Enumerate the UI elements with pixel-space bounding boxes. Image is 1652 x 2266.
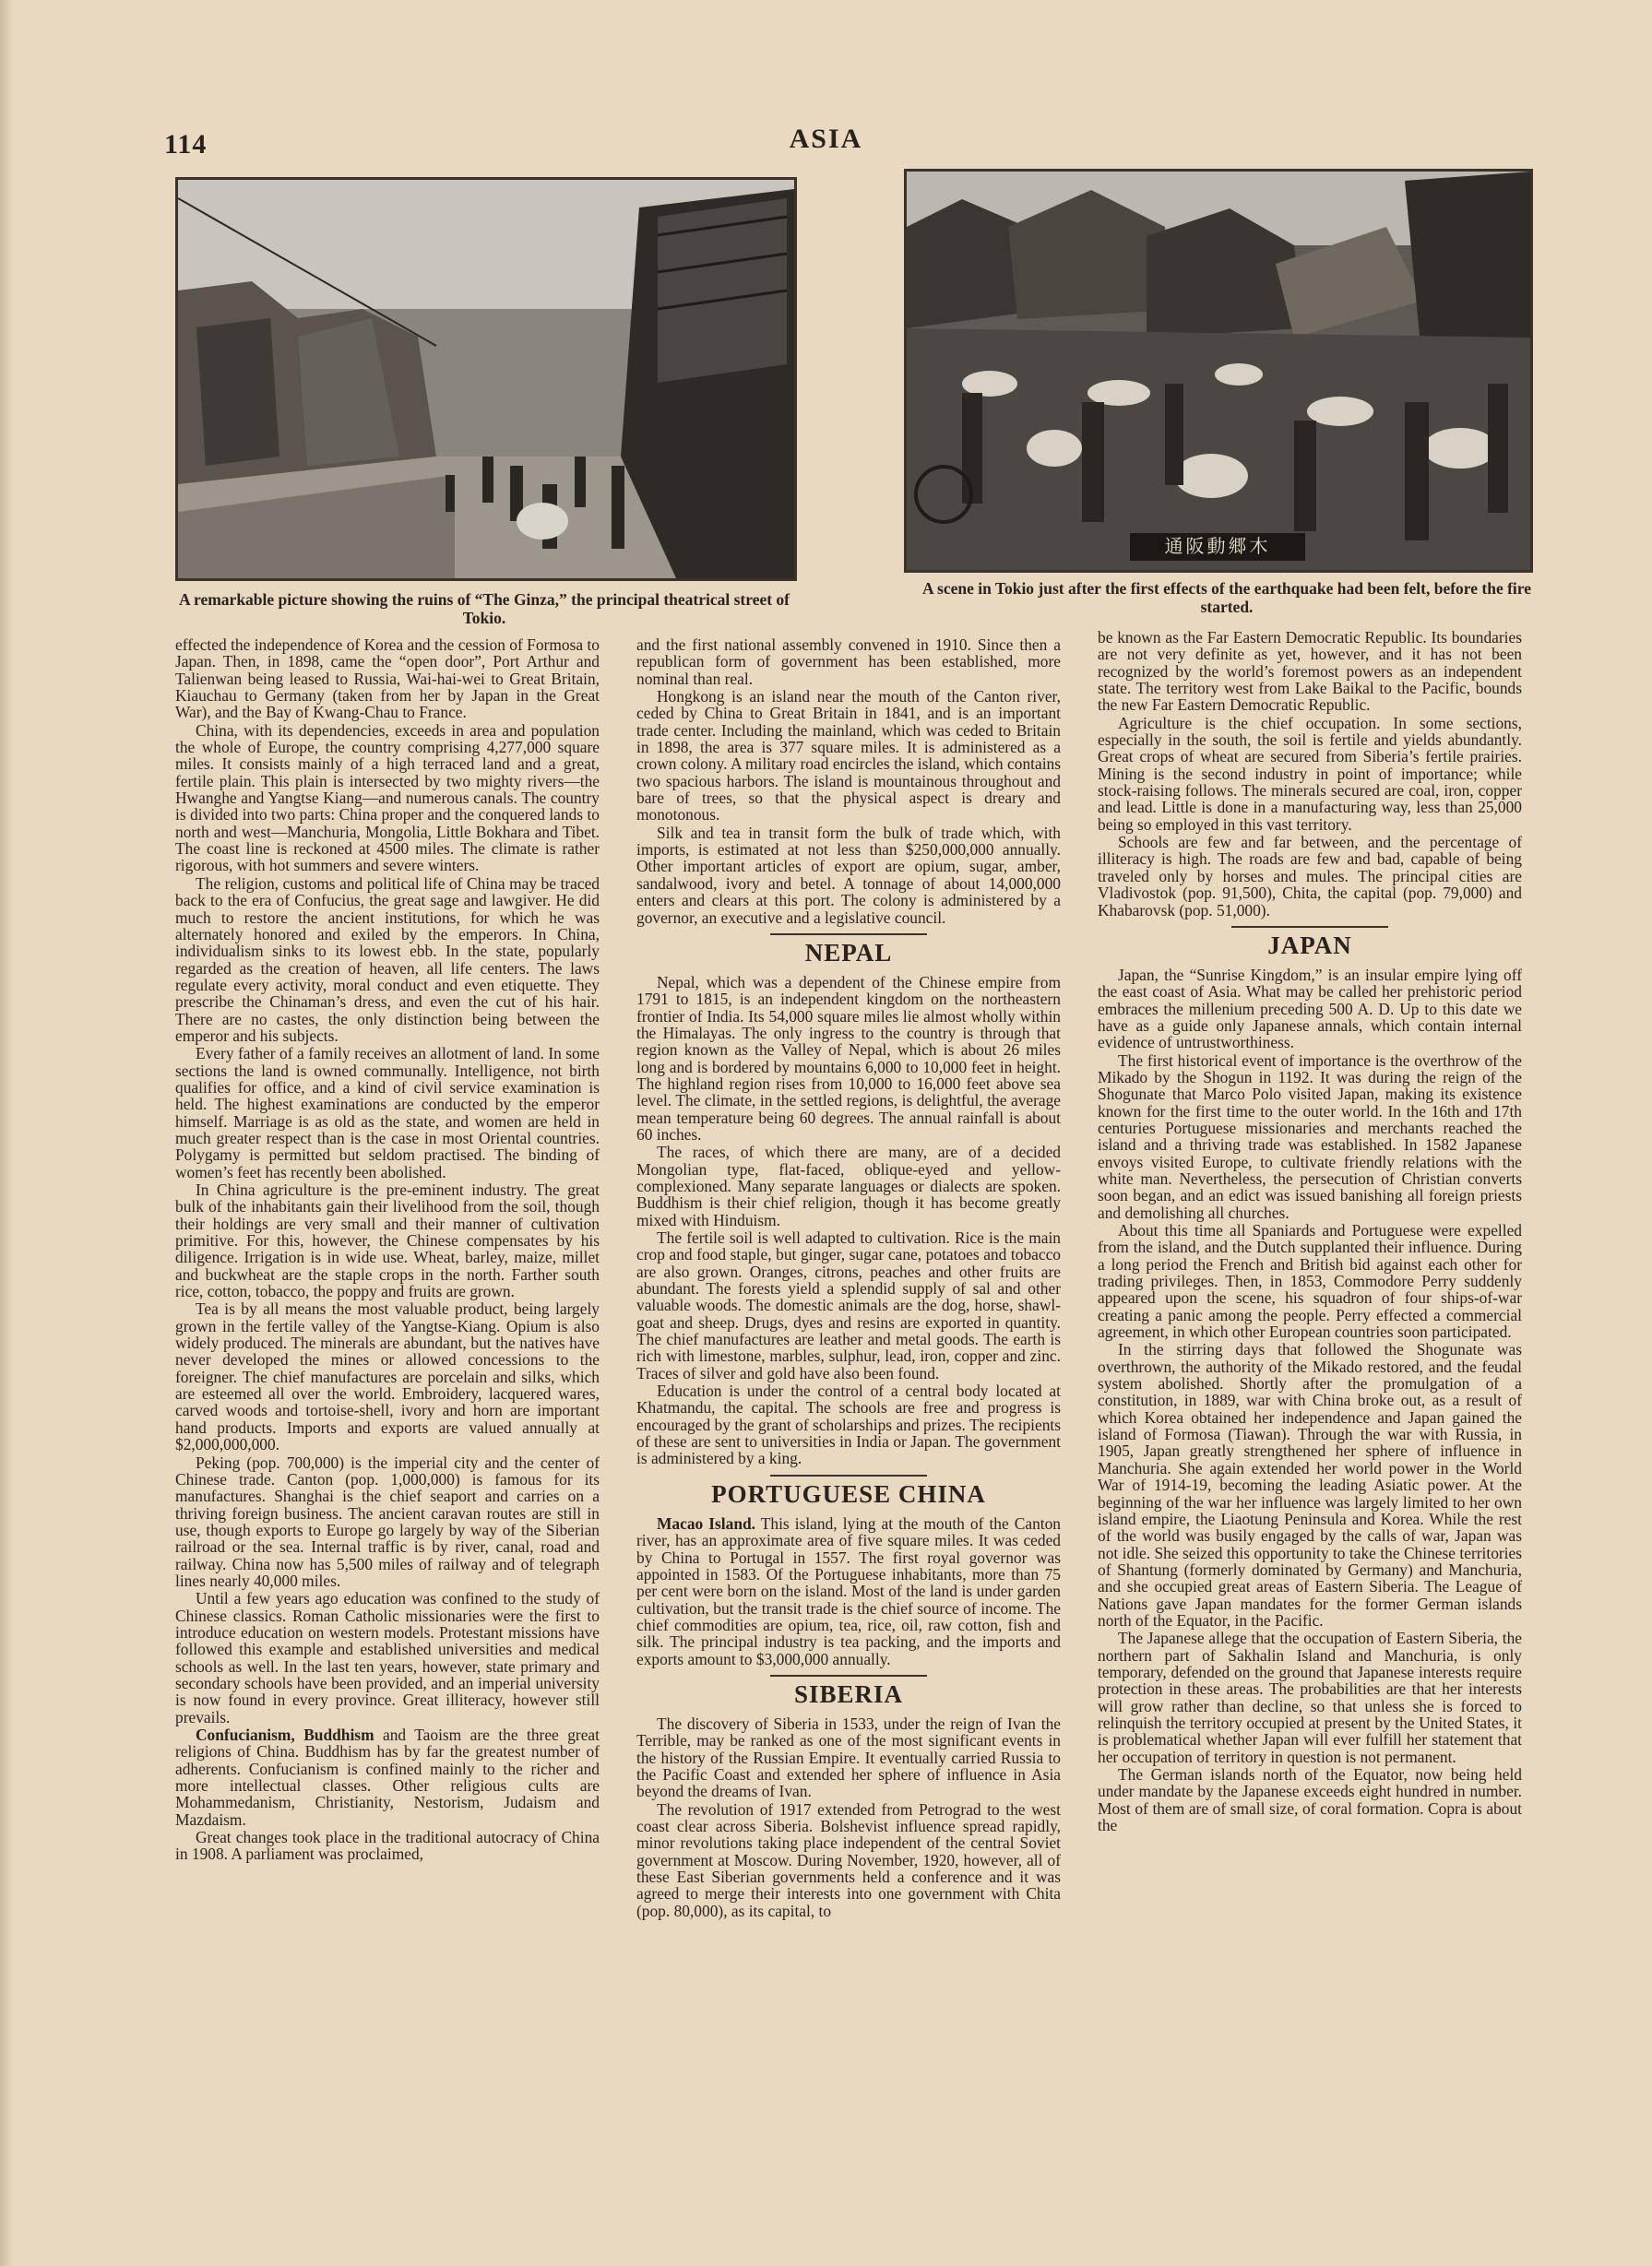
paragraph: The fertile soil is well adapted to cultivation. Rice is the main crop and food staple, but ginger, sugar cane, potatoes and tobacco are also grown. Oranges, citrons, peaches and other fruits are abundant. The forests yield a splendid supply of sal and other valuable woods. The domestic animals are the dog, horse, shawl-goat and sheep. Drugs, dyes and resins are exported in quantity. The chief manufactures are leather and metal goods. The earth is rich with limestone, marbles, sulphur, lead, iron, copper and zinc. Traces of silver and gold have also been found. — [636, 1228, 1061, 1382]
paragraph: About this time all Spaniards and Portuguese were expelled from the island, and the Dutch supplanted their influence. During a long period the French and British bid against each other for trading privileges. Then, in 1853, Commodore Perry suddenly appeared upon the scene, his squadron of four ships-of-war creating a panic among the people. Perry effected a commercial agreement, in which other European countries soon participated. — [1098, 1221, 1522, 1342]
section-heading-siberia — [636, 1675, 1061, 1708]
paragraph: Silk and tea in transit form the bulk of trade which, with imports, is estimated at not less than $250,000,000 annually. Other important articles of export are opium, sugar, amber, sandalwood, ivory and betel. A tonnage of about 14,000,000 enters and clears at this port. The colony is administered by a governor, an executive and a legislative council. — [636, 823, 1061, 927]
earthquake-crowd-photo — [904, 169, 1533, 573]
paragraph-text: and Taoism are the three great religions of China. Buddhism has by far the greatest number of adherents. Confucianism is confined mainly to the richer and more intellectual classes. Other religious cults are Mohammedanism, Christianity, Nestorism, Judaism and Mazdaism. — [175, 1726, 600, 1829]
heading-rule — [770, 933, 927, 935]
paragraph: Hongkong is an island near the mouth of the Canton river, ceded by China to Great Britain in 1841, and is an important trade center. Including the mainland, which was ceded to Britain in 1898, the area is 377 square miles. It is administered as a crown colony. A military road encircles the island, which contains two spacious harbors. The island is mountainous throughout and bare of trees, so that the physical aspect is dreary and monotonous. — [636, 687, 1061, 825]
paragraph: Until a few years ago education was confined to the study of Chinese classics. Roman Catholic missionaries were the first to introduce education on western models. Protestant missions have followed this example and established universities and medical schools as well. In the last ten years, however, state primary and secondary schools have been provided, and an imperial university is now found in every province. Great illiteracy, however still prevails. — [175, 1589, 600, 1726]
heading-rule — [1231, 926, 1388, 928]
section-heading-nepal — [636, 933, 1061, 967]
paragraph: effected the independence of Korea and the cession of Formosa to Japan. Then, in 1898, came the “open door”, Port Arthur and Talienwan being leased to Russia, Wai-hai-wei to Great Britain, Kiauchau to Germany (taken from her by Japan in the Great War), and the Bay of Kwang-Chau to France. — [175, 635, 600, 722]
paragraph: The first historical event of importance is the overthrow of the Mikado by the Shogun in 1192. It was during the reign of the Shogunate that Marco Polo visited Japan, making its existence known for the first time to the outer world. In the 16th and 17th centuries Portuguese missionaries and merchants reached the island and a thriving trade was established. In 1582 Japanese envoys visited Europe, to cultivate friendly relations with the white man. Nevertheless, the persecution of Christian converts soon began, and an edict was issued banishing all foreign priests and demolishing all churches. — [1098, 1050, 1522, 1222]
paragraph: Every father of a family receives an allotment of land. In some sections the land is owned communally. Intelligence, not birth qualifies for office, and a kind of civil service examination is held. The highest examinations are conducted by the emperor himself. Marriage is as old as the state, and women are held in much greater respect than is the case in most Oriental countries. Polygamy is permitted but seldom practised. The binding of women’s feet has recently been abolished. — [175, 1044, 600, 1181]
page-binding-edge — [0, 0, 13, 2266]
paragraph: China, with its dependencies, exceeds in area and population the whole of Europe, the country comprising 4,277,000 square miles. It consists mainly of a high terraced land and a great, fertile plain. This plain is intersected by two mighty rivers—the Hwanghe and Yangtse Kiang—and numerous canals. The country is divided into two parts: China proper and the conquered lands to north and west—Manchuria, Mongolia, Little Bokhara and Tibet. The coast line is reckoned at 4500 miles. The climate is rather rigorous, with hot summers and severe winters. — [175, 720, 600, 875]
paragraph: The Japanese allege that the occupation of Eastern Siberia, the northern part of Sakhalin Island and Manchuria, is only temporary, defended on the ground that Japanese interests require protection in these areas. The probabilities are that her interests will grow rather than decline, so that unless she is forced to relinquish the territory occupied at present by the United States, it is problematical whether Japan will ever fulfill her statement that her occupation of territory in question is not permanent. — [1098, 1629, 1522, 1766]
paragraph: In China agriculture is the pre-eminent industry. The great bulk of the inhabitants gain their livelihood from the soil, though their holdings are very small and their manner of cultivation primitive. For this, however, the Chinese compensates by his diligence. Irrigation is in wide use. Wheat, barley, maize, millet and buckwheat are the staple crops in the north. Farther south rice, cotton, tobacco, the poppy and fruits are grown. — [175, 1180, 600, 1301]
paragraph — [175, 1726, 600, 1828]
paragraph-text: This island, lying at the mouth of the Canton river, has an approximate area of five square miles. It was ceded by China to Portugal in 1557. The first royal governor was appointed in 1583. Of the Portuguese inhabitants, more than 75 per cent were born on the island. Most of the land is under garden cultivation, but the transit trade is the chief source of income. The chief commodities are opium, tea, rice, oil, raw cotton, fish and silk. The principal industry is tea packing, and the imports and exports amount to $3,000,000 annually. — [636, 1513, 1061, 1668]
paragraph: Nepal, which was a dependent of the Chinese empire from 1791 to 1815, is an independent kingdom on the northeastern frontier of India. Its 54,000 square miles lie almost wholly within the Himalayas. The only ingress to the country is through that region known as the Valley of Nepal, which is about 26 miles long and is bordered by mountains 6,000 to 10,000 feet in height. The highland region rises from 10,000 to 16,000 feet above sea level. The climate, in the settled regions, is delightful, the average mean temperature being 60 degrees. The annual rainfall is about 60 inches. — [636, 972, 1061, 1144]
paragraph: The religion, customs and political life of China may be traced back to the era of Confucius, the great sage and lawgiver. He did much to restore the ancient institutions, for which he was alternately honored and exiled by the emperors. In China, individualism sinks to its lowest ebb. In the state, popularly regarded as the creation of heaven, all life centers. The laws regulate every activity, moral conduct and even etiquette. They prescribe the Chinaman’s dress, and even the cut of his hair. There are no castes, the only distinction being between the emperor and his subjects. — [175, 873, 600, 1045]
heading-rule — [770, 1675, 927, 1677]
heading-text: PORTUGUESE CHINA — [711, 1479, 986, 1508]
paragraph: The revolution of 1917 extended from Petrograd to the west coast clear across Siberia. Bolshevist influence spread rapidly, minor revolutions taking place independent of the central Soviet government at Moscow. During November, 1920, however, all of these East Siberian governments held a conference and it was agreed to merge their interests into one government with Chita (pop. 80,000), as its capital, to — [636, 1799, 1061, 1920]
paragraph: Japan, the “Sunrise Kingdom,” is an insular empire lying off the east coast of Asia. What may be called her prehistoric period embraces the millenium preceding 500 A. D. Up to this date we have as a guide only Japanese annals, which contain internal evidence of untrustworthiness. — [1098, 965, 1522, 1052]
right-photo-caption: A scene in Tokio just after the first effects of the earthquake had been felt, before the fire started. — [921, 579, 1532, 616]
heading-text: SIBERIA — [793, 1679, 904, 1708]
paragraph: Great changes took place in the traditional autocracy of China in 1908. A parliament was proclaimed, — [175, 1828, 600, 1864]
paragraph: Agriculture is the chief occupation. In some sections, especially in the south, the soil is fertile and yields abundantly. Great crops of wheat are secured from Siberia’s fertile prairies. Mining is the second industry in point of importance; while stock-raising follows. The minerals secured are coal, iron, copper and lead. Little is done in a manufacturing way, less than 25,000 being so employed in this vast territory. — [1098, 713, 1522, 834]
paragraph: be known as the Far Eastern Democratic Republic. Its boundaries are not very definite as yet, however, and it has not been recognized by the world’s foremost powers as an independent state. The territory west from Lake Baikal to the Pacific, bounds the new Far Eastern Democratic Republic. — [1098, 628, 1522, 715]
paragraph: and the first national assembly convened in 1910. Since then a republican form of government has been established, more nominal than real. — [636, 635, 1061, 688]
paragraph: In the stirring days that followed the Shogunate was overthrown, the authority of the Mikado restored, and the feudal system abolished. Shortly after the promulgation of a constitution, in 1889, war with China broke out, as a result of which Korea obtained her independence and Japan gained the island of Formosa (Tiawan). Through the war with Russia, in 1905, Japan greatly strengthened her sphere of influence in Manchuria. She again extended her world power in the World War of 1914-19, becoming the leading Asiatic power. At the beginning of the war her influence was largely limited to her own island empire, the Liaotung Peninsula and Korea. While the rest of the world was busily engaged by the calls of war, Japan was not idle. She seized this opportunity to take the Chinese territories of Shantung (formerly dominated by Germany) and Manchuria, and she occupied great areas of Eastern Siberia. The League of Nations gave Japan mandates for the former German islands north of the Equator, in the Pacific. — [1098, 1340, 1522, 1630]
section-heading-portuguese-china — [636, 1475, 1061, 1508]
lead-in: Confucianism, Buddhism — [196, 1726, 374, 1744]
paragraph: The discovery of Siberia in 1533, under the reign of Ivan the Terrible, may be ranked as one of the most significant events in the history of the Russian Empire. It eventually carried Russia to the Pacific Coast and extended her sphere of influence in Asia beyond the dreams of Ivan. — [636, 1714, 1061, 1801]
column-3 — [1098, 629, 1522, 1834]
paragraph: Tea is by all means the most valuable product, being largely grown in the fertile valley of the Yangtse-Kiang. Opium is also widely produced. The minerals are abundant, but the natives have never developed the mines or allowed concessions to the foreigner. The chief manufactures are porcelain and silks, which are esteemed all over the world. Embroidery, lacquered wares, carved woods and tortoise-shell, ivory and horn are important hand products. Imports and exports are valued annually at $2,000,000,000. — [175, 1299, 600, 1454]
left-photo-caption: A remarkable picture showing the ruins of “The Ginza,” the principal theatrical street of Tokio. — [178, 590, 790, 627]
paragraph: Peking (pop. 700,000) is the imperial city and the center of Chinese trade. Canton (pop. 1,000,000) is famous for its manufactures. Shanghai is the chief seaport and carries on a thriving foreign business. The ancient caravan routes are still in use, though exports to Europe go largely by way of the Siberian railroad or the sea. Internal traffic is by river, canal, road and railway. China now has 5,500 miles of railway and of telegraph lines nearly 40,000 miles. — [175, 1453, 600, 1590]
heading-text: JAPAN — [1267, 931, 1352, 959]
column-2 — [636, 636, 1061, 1920]
paragraph — [636, 1515, 1061, 1667]
paragraph: Education is under the control of a central body located at Khatmandu, the capital. The schools are free and progress is encouraged by the grant of scholarships and prizes. The recipients of these are sent to universities in India or Japan. The government is administered by a king. — [636, 1382, 1061, 1468]
paragraph: The German islands north of the Equator, now being held under mandate by the Japanese exceeds eight hundred in number. Most of them are of small size, of coral formation. Copra is about the — [1098, 1765, 1522, 1835]
heading-rule — [770, 1475, 927, 1477]
running-head: ASIA — [789, 124, 863, 154]
shop-sign: 通阪動郷木 — [1130, 533, 1305, 561]
paragraph: The races, of which there are many, are of a decided Mongolian type, flat-faced, oblique-eyed and yellow-complexioned. Many separate languages or dialects are spoken. Buddhism is their chief religion, though it has become greatly mixed with Hinduism. — [636, 1143, 1061, 1229]
heading-text: NEPAL — [804, 938, 893, 967]
column-1 — [175, 636, 600, 1864]
lead-in: Macao Island. — [657, 1513, 756, 1533]
page-number: 114 — [164, 129, 208, 160]
ginza-ruins-photo — [175, 177, 797, 581]
paragraph: Schools are few and far between, and the percentage of illiteracy is high. The roads are few and bad, capable of being traveled only by horses and mules. The principal cities are Vladivostok (pop. 91,500), Chita, the capital (pop. 79,000) and Khabarovsk (pop. 51,000). — [1098, 833, 1522, 919]
section-heading-japan — [1098, 926, 1522, 959]
